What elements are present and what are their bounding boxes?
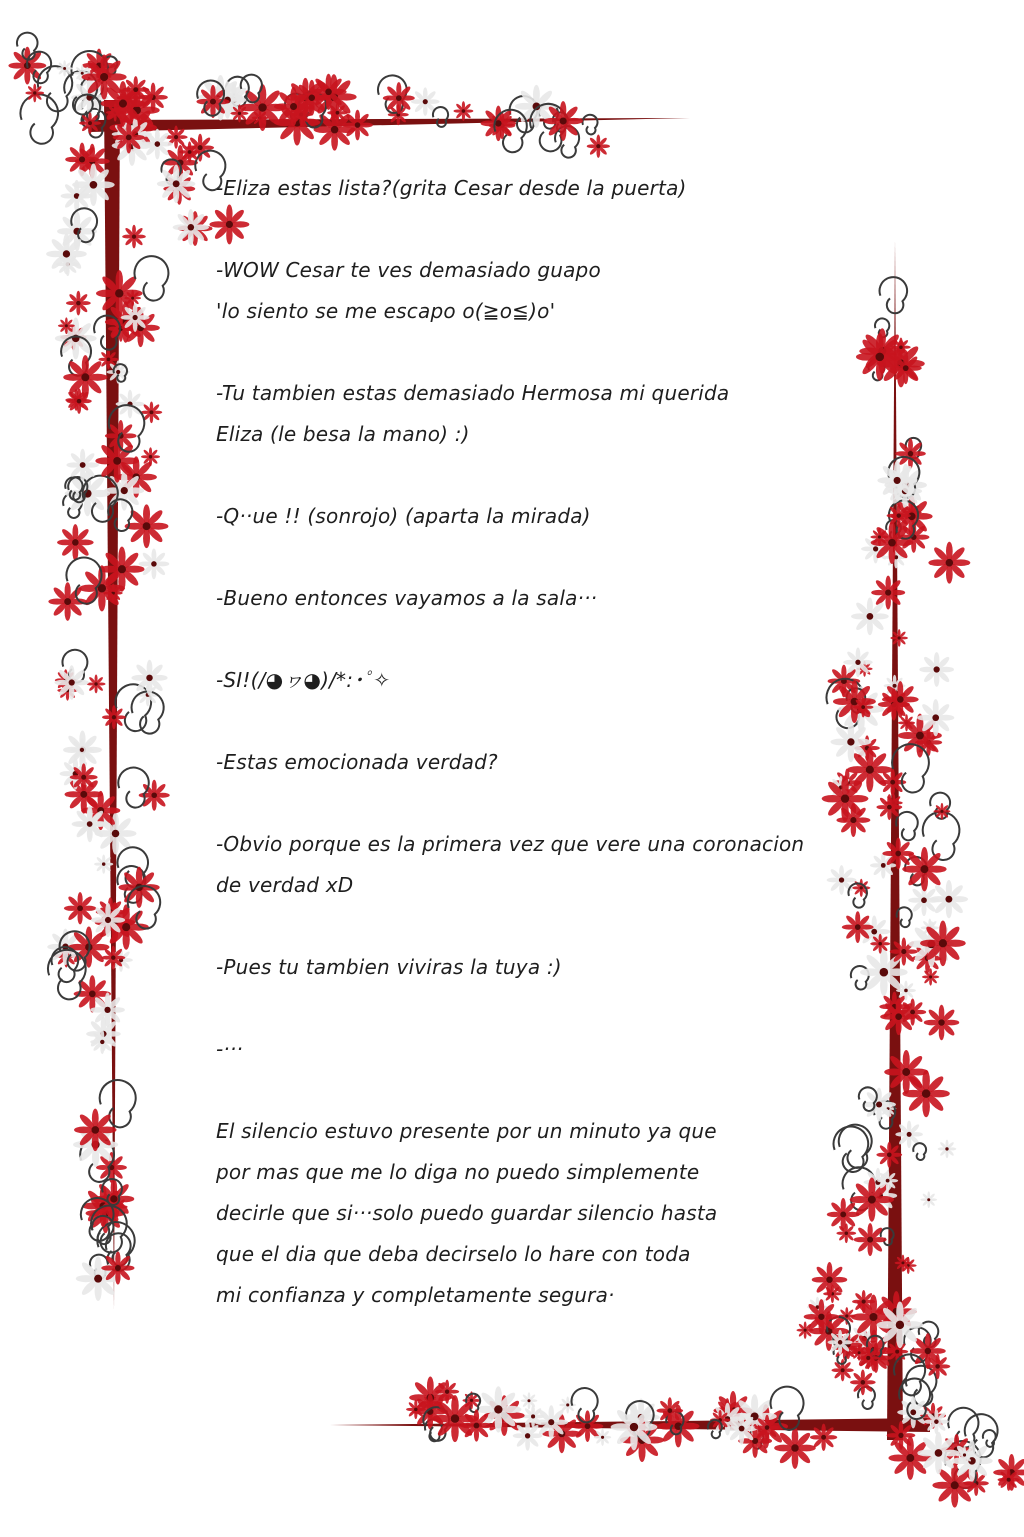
flower-icon — [179, 141, 200, 162]
flower-icon — [827, 865, 857, 895]
flower-icon — [925, 1354, 950, 1379]
flower-icon — [139, 549, 170, 580]
flower-icon — [895, 438, 926, 469]
flower-icon — [928, 542, 970, 584]
flower-icon — [830, 722, 871, 763]
story-line: por mas que me lo diga no puedo simplemente — [216, 1160, 700, 1184]
flower-icon — [951, 1440, 992, 1481]
story-line: -Estas emocionada verdad? — [216, 750, 498, 774]
flower-icon — [850, 1370, 876, 1396]
flower-icon — [922, 968, 939, 985]
flower-icon — [895, 1255, 912, 1272]
flower-icon — [876, 794, 902, 820]
flower-icon — [956, 1446, 974, 1464]
blank-line — [216, 1070, 826, 1111]
flower-icon — [924, 1005, 959, 1040]
flower-icon — [453, 101, 473, 121]
flower-icon — [871, 576, 905, 610]
flower-icon — [521, 1392, 538, 1409]
flower-icon — [72, 164, 115, 207]
flower-icon — [91, 903, 125, 937]
flower-icon — [157, 165, 195, 203]
story-line: decirle que si···solo puedo guardar silencio hasta — [216, 1201, 718, 1225]
flower-icon — [90, 1030, 114, 1054]
flower-icon — [173, 209, 209, 245]
flower-icon — [116, 390, 145, 419]
flower-icon — [853, 697, 874, 718]
story-line: -Bueno entonces vayamos a la sala··· — [216, 586, 598, 610]
flower-icon — [56, 60, 72, 76]
flower-icon — [383, 82, 415, 114]
flower-icon — [74, 808, 105, 839]
story-line: de verdad xD — [216, 873, 354, 897]
story-line: -Obvio porque es la primera vez que vere una coronacion — [216, 832, 805, 856]
flower-icon — [884, 1050, 928, 1094]
flower-icon — [862, 1088, 896, 1122]
flower-icon — [774, 1427, 816, 1469]
story-line: Eliza (le besa la mano) :) — [216, 422, 470, 446]
flower-icon — [406, 1400, 425, 1419]
flower-icon — [998, 1469, 1020, 1491]
flower-icon — [877, 1170, 898, 1191]
flower-icon — [230, 104, 248, 122]
flower-icon — [880, 998, 917, 1035]
flower-icon — [882, 681, 919, 718]
blank-line — [216, 988, 826, 1029]
story-line: -WOW Cesar te ves demasiado guapo — [216, 258, 601, 282]
flower-icon — [726, 1412, 758, 1444]
flower-icon — [513, 1421, 543, 1451]
flower-icon — [890, 629, 908, 647]
blank-line — [216, 906, 826, 947]
flower-icon — [871, 521, 914, 564]
flower-icon — [74, 1109, 117, 1152]
flower-icon — [611, 1404, 658, 1451]
flower-icon — [122, 225, 146, 249]
flower-icon — [851, 1345, 867, 1361]
flower-icon — [411, 87, 439, 115]
flower-icon — [917, 699, 954, 736]
flower-icon — [856, 333, 904, 381]
flower-icon — [25, 84, 44, 103]
flower-icon — [852, 1290, 875, 1313]
story-line: mi confianza y completamente segura· — [216, 1283, 615, 1307]
flower-icon — [94, 854, 113, 873]
flower-icon — [327, 102, 348, 123]
flower-icon — [877, 1302, 924, 1349]
flower-icon — [46, 234, 87, 275]
flower-icon — [122, 76, 149, 103]
flower-icon — [836, 1223, 856, 1243]
flower-icon — [460, 1409, 492, 1441]
flower-icon — [66, 449, 98, 481]
flower-icon — [854, 1223, 887, 1256]
flower-icon — [877, 461, 917, 501]
flower-icon — [920, 1191, 937, 1208]
flower-icon — [141, 447, 160, 466]
flower-icon — [58, 317, 75, 334]
story-line: -Pues tu tambien viviras la tuya :) — [216, 955, 562, 979]
flower-icon — [102, 705, 126, 729]
blank-line — [216, 783, 826, 824]
flower-icon — [54, 665, 88, 699]
story-text — [216, 168, 826, 1316]
flower-icon — [938, 1140, 957, 1159]
flower-icon — [876, 1142, 902, 1168]
flower-icon — [543, 101, 583, 141]
flower-icon — [870, 934, 890, 954]
flower-icon — [101, 946, 125, 970]
story-line: 'lo siento se me escapo o(≧o≦)o' — [216, 299, 556, 323]
blank-line — [216, 619, 826, 660]
story-line: que el dia que deba decirselo lo hare con toda — [216, 1242, 691, 1266]
flower-icon — [121, 303, 150, 332]
story-line: -Tu tambien estas demasiado Hermosa mi querida — [216, 381, 730, 405]
story-line: -SI!(/◕ヮ◕)/*:･ﾟ✧ — [216, 668, 391, 692]
flower-icon — [842, 911, 874, 943]
flower-icon — [920, 920, 966, 966]
story-line: El silencio estuvo presente por un minuto ya que — [216, 1119, 717, 1143]
flower-icon — [828, 1330, 853, 1355]
flower-icon — [57, 524, 94, 561]
flower-icon — [125, 504, 169, 548]
flower-icon — [82, 55, 127, 100]
swirl-icon — [880, 277, 908, 313]
flower-icon — [90, 993, 125, 1028]
flower-icon — [95, 439, 139, 483]
flower-icon — [836, 803, 870, 837]
swirl-icon — [896, 812, 918, 840]
blank-line — [216, 332, 826, 373]
swirl-icon — [858, 1387, 875, 1409]
blank-line — [216, 701, 826, 742]
flower-icon — [342, 110, 373, 141]
flower-icon — [919, 652, 954, 687]
flower-icon — [851, 598, 889, 636]
blank-line — [216, 455, 826, 496]
flower-icon — [924, 1409, 949, 1434]
blank-line — [216, 537, 826, 578]
story-line: -··· — [216, 1037, 244, 1061]
swirl-icon — [913, 1143, 926, 1160]
story-line: -Eliza estas lista?(grita Cesar desde la puerta) — [216, 176, 687, 200]
flower-icon — [70, 763, 98, 791]
flower-icon — [587, 135, 610, 158]
flower-icon — [124, 290, 141, 307]
flower-icon — [274, 87, 313, 126]
flower-icon — [131, 660, 167, 696]
flower-icon — [481, 106, 517, 142]
swirl-icon — [20, 94, 58, 143]
flower-icon — [142, 129, 173, 160]
flower-icon — [831, 1359, 853, 1381]
flower-icon — [63, 355, 107, 399]
flower-icon — [594, 1429, 611, 1446]
flower-icon — [70, 738, 94, 762]
frame-bar-top — [90, 118, 690, 132]
flower-icon — [887, 503, 911, 527]
flower-icon — [113, 121, 145, 153]
story-line: -Q··ue !! (sonrojo) (aparta la mirada) — [216, 504, 591, 528]
flower-icon — [902, 847, 946, 891]
flower-icon — [827, 1198, 860, 1231]
flower-icon — [87, 674, 106, 693]
flower-icon — [887, 1421, 916, 1450]
blank-line — [216, 209, 826, 250]
swirl-icon — [839, 1125, 872, 1168]
flower-icon — [66, 291, 91, 316]
flower-icon — [843, 648, 872, 677]
flower-icon — [917, 1432, 959, 1474]
flower-icon — [196, 85, 229, 118]
flower-icon — [534, 1405, 568, 1439]
flower-icon — [657, 1397, 684, 1424]
flower-icon — [896, 980, 916, 1000]
swirl-icon — [583, 115, 598, 135]
flower-icon — [101, 1251, 134, 1284]
flower-icon — [79, 112, 101, 134]
flower-icon — [933, 803, 950, 820]
flower-icon — [754, 1415, 780, 1441]
swirl-icon — [983, 1430, 996, 1447]
flower-icon — [891, 337, 911, 357]
